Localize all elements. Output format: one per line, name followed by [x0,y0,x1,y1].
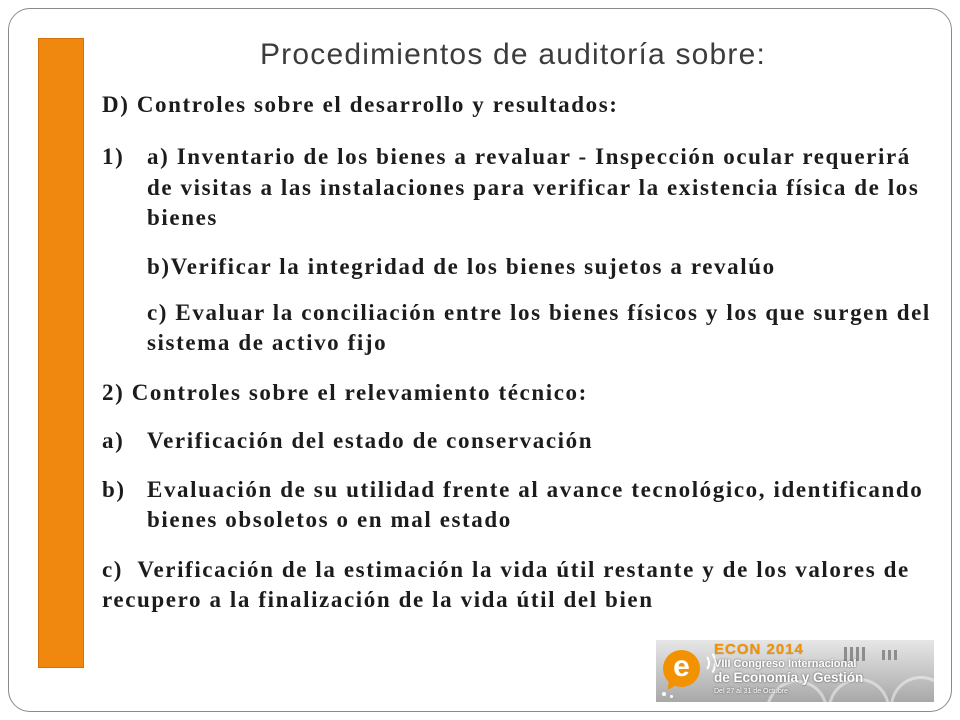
logo-dot [662,692,666,696]
accent-bar [38,38,84,668]
logo-photo-post [862,647,865,661]
list-item-line: a) Inventario de los bienes a revaluar - Inspección ocular requerirá [147,144,911,169]
logo-photo-arch [890,676,934,702]
logo-dot [670,695,673,698]
logo-congress-subject: de Economía y Gestión [714,670,864,685]
logo-e-badge-icon: e [663,650,700,687]
list-item-line: bienes obsoletos o en mal estado [147,507,512,532]
logo-photo-post [888,650,891,660]
closing-line: c) Verificación de la estimación la vida útil restante y de los valores de [102,557,910,582]
section-d-heading: D) Controles sobre el desarrollo y resultados: [102,92,619,117]
logo-photo-post [894,650,897,660]
logo-dates: Del 27 al 31 de Octubre [714,688,788,695]
logo-congress-line: VIII Congreso Internacional [714,658,857,670]
list-item-line: de visitas a las instalaciones para verificar la existencia física de los [147,175,920,200]
section-2-heading: 2) Controles sobre el relevamiento técnico: [102,380,588,405]
list-marker: a) [102,428,125,453]
list-marker: b) [102,477,126,502]
closing-line: recupero a la finalización de la vida útil del bien [102,587,654,612]
list-item-line: sistema de activo fijo [147,330,388,355]
list-item-line: Verificación del estado de conservación [147,428,594,453]
econ-2014-logo [656,640,934,702]
list-item-line: b)Verificar la integridad de los bienes sujetos a revalúo [147,254,776,279]
list-marker: 1) [102,144,125,169]
list-item-line: c) Evaluar la conciliación entre los bienes físicos y los que surgen del [147,300,931,325]
logo-photo-post [882,650,885,660]
logo-event-name: ECON 2014 [714,641,804,658]
list-item-line: Evaluación de su utilidad frente al avance tecnológico, identificando [147,477,924,502]
slide-title: Procedimientos de auditoría sobre: [259,38,767,71]
logo-photo-post [856,647,859,661]
list-item-line: bienes [147,205,218,230]
